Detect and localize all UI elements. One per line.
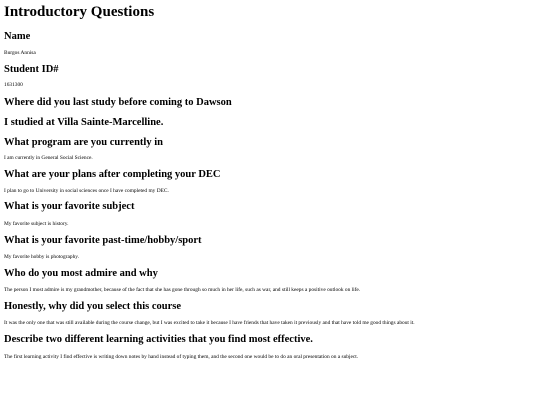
questionnaire-page — [4, 0, 536, 361]
why-course-question: Honestly, why did you select this course — [4, 301, 182, 312]
hobby-answer: My favorite hobby is photography. — [4, 254, 79, 260]
hobby-question: What is your favorite past-time/hobby/sport — [4, 235, 202, 246]
page-title: Introductory Questions — [4, 4, 155, 20]
name-answer: Burgos Annisa — [4, 50, 36, 56]
program-answer: I am currently in General Social Science. — [4, 155, 93, 161]
learning-activities-answer: The first learning activity I find effective is writing down notes by hand instead of typing them, and the second one would be to do an oral presentation on a subject. — [4, 354, 359, 360]
admire-question: Who do you most admire and why — [4, 268, 158, 279]
last-study-answer: I studied at Villa Sainte-Marcelline. — [4, 117, 164, 128]
name-question: Name — [4, 31, 31, 42]
program-question: What program are you currently in — [4, 137, 163, 148]
favorite-subject-answer: My favorite subject is history. — [4, 221, 69, 227]
admire-answer: The person I most admire is my grandmother, because of the fact that she has gone through so much in her life, such as war, and still keeps a positive outlook on life. — [4, 287, 361, 293]
last-study-question: Where did you last study before coming to Dawson — [4, 97, 232, 108]
learning-activities-question: Describe two different learning activities that you find most effective. — [4, 334, 313, 345]
favorite-subject-question: What is your favorite subject — [4, 201, 135, 212]
plans-answer: I plan to go to University in social sciences once I have completed my DEC. — [4, 188, 169, 194]
why-course-answer: It was the only one that was still available during the course change, but I was excited to take it because I have friends that have taken it previously and that have told me good things about it. — [4, 320, 415, 326]
plans-question: What are your plans after completing your DEC — [4, 169, 221, 180]
student-id-answer: 1631300 — [4, 82, 23, 88]
student-id-question: Student ID# — [4, 64, 59, 75]
